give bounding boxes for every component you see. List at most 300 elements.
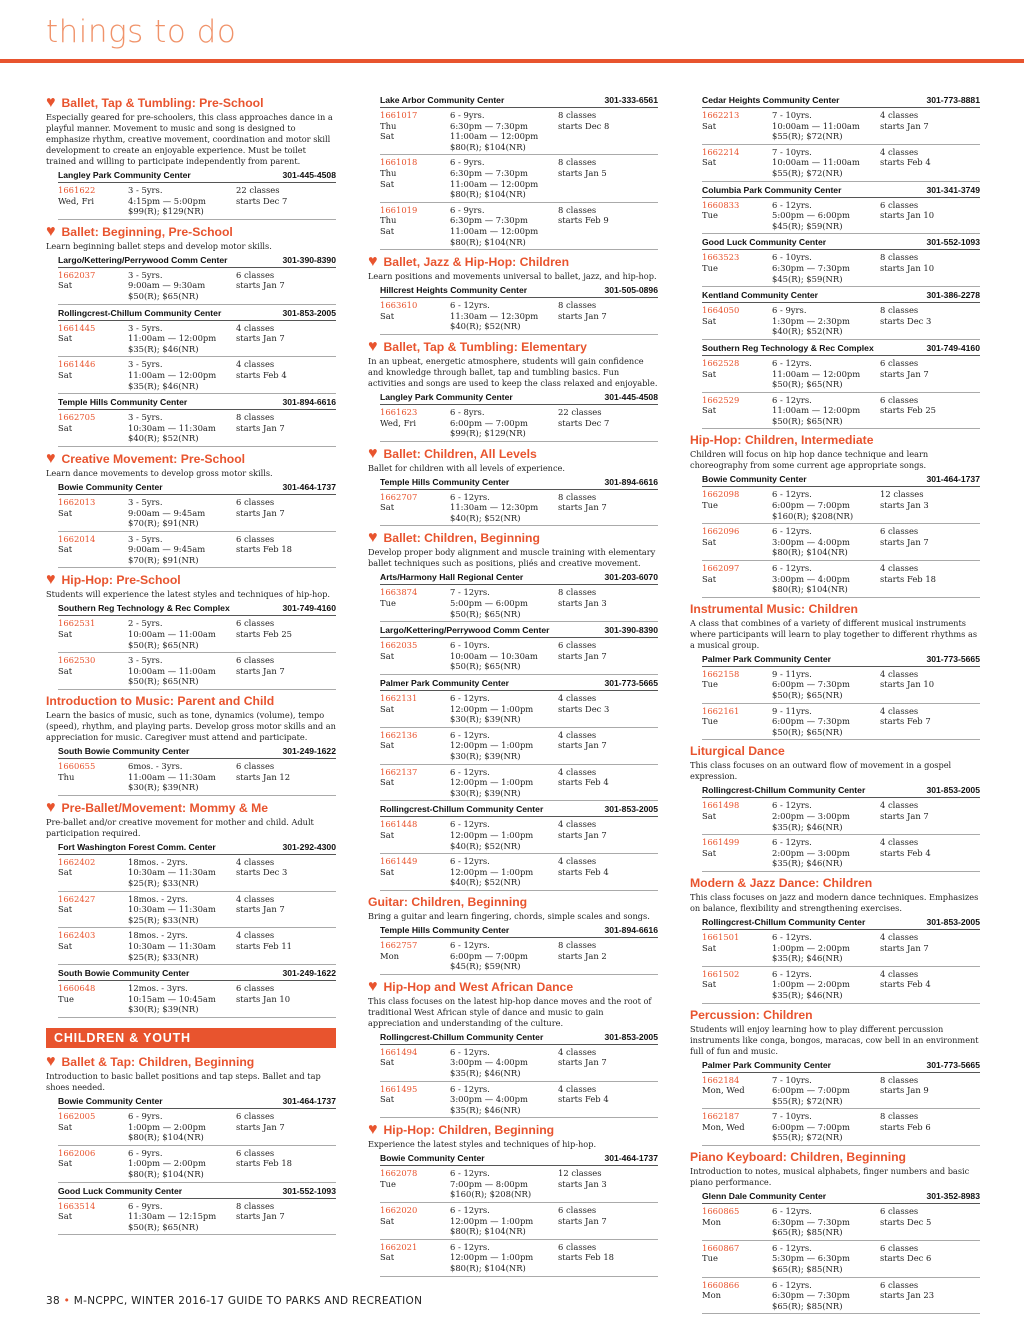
class-row [702, 1204, 980, 1241]
class-info-cell [236, 857, 336, 889]
location-name: Good Luck Community Center [58, 1185, 183, 1196]
class-info-cell [880, 1111, 980, 1143]
location-name: Good Luck Community Center [702, 237, 827, 248]
class-info: starts Jan 5 [558, 167, 607, 178]
location-name: South Bowie Community Center [58, 968, 190, 979]
class-info: starts Feb 25 [236, 629, 292, 640]
class-id-cell [702, 706, 772, 738]
class-info: 4 classes [558, 766, 597, 777]
section-description: This class focuses on an outward flow of movement in a gospel expression. [690, 760, 952, 782]
class-age: 18mos. - 2yrs. [128, 856, 188, 867]
class-days: Sat [702, 405, 717, 416]
class-days: Sat [702, 847, 717, 858]
class-info: 6 classes [558, 640, 597, 651]
class-info: starts Dec 3 [558, 703, 610, 714]
heart-icon: ♥ [368, 1121, 378, 1139]
class-row [58, 981, 336, 1018]
class-id-cell [702, 1243, 772, 1275]
section-title [690, 433, 980, 448]
class-info: starts Jan 7 [880, 536, 929, 547]
class-time-fee: 11:00am — 11:30am [128, 771, 216, 782]
class-info: starts Feb 18 [558, 1252, 614, 1263]
class-info: 4 classes [880, 837, 919, 848]
class-time-fee: $45(R); $59(NR) [450, 961, 521, 972]
class-time-fee: 3:00pm — 4:00pm [450, 1094, 528, 1105]
class-number: 1662137 [380, 766, 418, 777]
location-name: Temple Hills Community Center [58, 397, 188, 408]
location-header [702, 654, 980, 667]
class-time-fee: 2:00pm — 3:00pm [772, 847, 850, 858]
class-info: starts Feb 18 [880, 573, 936, 584]
class-id-cell [58, 983, 128, 1015]
location-name: Lake Arbor Community Center [380, 95, 505, 105]
class-info-cell [558, 940, 658, 972]
class-age: 7 - 10yrs. [772, 146, 812, 157]
class-info-cell [880, 669, 980, 701]
class-row [702, 303, 980, 340]
class-days: Thu [58, 771, 75, 782]
location-header [58, 170, 336, 183]
class-number: 1661448 [380, 819, 418, 830]
class-info-cell [880, 837, 980, 869]
class-days: Tue [58, 993, 74, 1004]
class-row [58, 321, 336, 358]
class-info: starts Feb 4 [236, 369, 287, 380]
class-id-cell [380, 205, 450, 247]
class-id-cell [702, 200, 772, 232]
class-time-fee: 12:00pm — 1:00pm [450, 1215, 534, 1226]
class-info-cell [236, 1201, 336, 1233]
class-row [58, 892, 336, 929]
class-section [690, 1150, 980, 1314]
class-info: 4 classes [558, 1083, 597, 1094]
location-header [702, 237, 980, 250]
class-info: starts Dec 5 [880, 1216, 932, 1227]
class-time-fee: 1:00pm — 2:00pm [772, 979, 850, 990]
class-row [380, 1166, 658, 1203]
class-info: starts Jan 7 [558, 740, 607, 751]
class-id-cell [702, 563, 772, 595]
location-name: Palmer Park Community Center [702, 1059, 831, 1070]
location-phone: 301-749-4160 [282, 603, 336, 614]
location-name: Cedar Heights Community Center [702, 95, 840, 105]
class-number: 1661622 [58, 185, 96, 195]
class-time-fee: 6:30pm — 7:30pm [450, 215, 528, 226]
class-days: Sat [58, 1211, 73, 1222]
class-schedule-cell [450, 1168, 558, 1200]
class-info: 4 classes [236, 930, 275, 941]
class-schedule-cell [772, 563, 880, 595]
class-section [46, 451, 336, 569]
class-number: 1662037 [58, 269, 96, 280]
location-header [702, 1191, 980, 1204]
class-info: 6 classes [236, 655, 275, 666]
class-info: 8 classes [880, 1074, 919, 1085]
location-name: Bowie Community Center [58, 1095, 163, 1106]
class-id-cell [702, 969, 772, 1001]
class-info: starts Jan 7 [880, 942, 929, 953]
class-row [702, 798, 980, 835]
class-days: Sat [58, 1121, 73, 1132]
class-age: 6 - 12yrs. [772, 968, 812, 979]
location-name: Temple Hills Community Center [380, 476, 510, 487]
class-section [690, 1008, 980, 1147]
location-name: Rollingcrest-Chillum Community Center [702, 785, 866, 796]
location-header [702, 785, 980, 798]
section-title [690, 602, 980, 617]
class-id-cell [702, 358, 772, 390]
class-age: 9 - 11yrs. [772, 668, 812, 679]
class-age: 6 - 9yrs. [128, 1147, 163, 1158]
class-row [380, 108, 658, 155]
class-number: 1662035 [380, 640, 418, 651]
class-info: 8 classes [880, 1111, 919, 1122]
class-age: 6 - 9yrs. [450, 157, 485, 168]
class-time-fee: 10:00am — 11:00am [772, 120, 860, 131]
class-section [368, 254, 658, 335]
category-banner: CHILDREN & YOUTH [46, 1028, 336, 1048]
class-row [380, 585, 658, 622]
location-name: Rollingcrest-Chillum Community Center [380, 804, 544, 815]
class-info: 4 classes [236, 322, 275, 333]
section-title-text: Guitar: Children, Beginning [368, 894, 528, 909]
section-description: Ballet for children with all levels of experience. [368, 462, 565, 473]
class-id-cell [380, 157, 450, 199]
class-days: Tue [702, 210, 718, 221]
class-info-cell [880, 147, 980, 179]
class-info: starts Jan 10 [236, 993, 291, 1004]
class-age: 6 - 12yrs. [450, 766, 490, 777]
class-time-fee: 5:00pm — 6:00pm [772, 210, 850, 221]
class-days: Sat [380, 829, 395, 840]
location-phone: 301-853-2005 [282, 307, 336, 318]
class-schedule-cell [450, 1047, 558, 1079]
class-days: Sat [58, 422, 73, 433]
class-number: 1661018 [380, 157, 418, 168]
class-row [380, 490, 658, 527]
class-time-fee: 11:00am — 12:00pm [450, 225, 539, 236]
section-title [690, 876, 980, 891]
class-info: 8 classes [558, 204, 597, 215]
section-title-text: Modern & Jazz Dance: Children [690, 875, 873, 890]
class-section [46, 694, 336, 796]
class-age: 6 - 8yrs. [450, 406, 485, 417]
class-time-fee: $160(R); $208(NR) [772, 510, 854, 521]
location-phone: 301-445-4508 [604, 391, 658, 402]
location-header [702, 95, 980, 108]
class-number: 1660865 [702, 1206, 740, 1217]
class-id-cell [380, 730, 450, 762]
class-info: starts Feb 18 [236, 544, 292, 555]
class-number: 1660866 [702, 1279, 740, 1290]
location-phone: 301-464-1737 [604, 1153, 658, 1164]
class-row [702, 704, 980, 741]
class-info: starts Jan 7 [558, 1057, 607, 1068]
class-row [58, 532, 336, 569]
class-time-fee: $80(R); $104(NR) [772, 584, 848, 595]
class-info: starts Jan 3 [558, 1178, 607, 1189]
section-title [368, 895, 658, 910]
location-phone: 301-386-2278 [926, 290, 980, 301]
class-number: 1662530 [58, 655, 96, 666]
class-days: Sat [380, 1252, 395, 1263]
class-section [46, 1054, 336, 1235]
heart-icon: ♥ [46, 449, 56, 467]
class-time-fee: $160(R); $208(NR) [450, 1189, 532, 1200]
class-info: 4 classes [236, 856, 275, 867]
class-row [380, 203, 658, 250]
class-schedule-cell [450, 940, 558, 972]
class-info: 12 classes [880, 489, 924, 500]
class-time-fee: 12:00pm — 1:00pm [450, 829, 534, 840]
class-id-cell [702, 932, 772, 964]
class-info: starts Jan 7 [558, 829, 607, 840]
class-days: Sat [380, 740, 395, 751]
class-days: Thu [380, 215, 397, 226]
class-info: starts Feb 4 [558, 777, 609, 788]
class-age: 6mos. - 3yrs. [128, 761, 183, 772]
class-time-fee: 2:00pm — 3:00pm [772, 810, 850, 821]
class-info-cell [880, 1075, 980, 1107]
class-time-fee: $35(R); $46(NR) [128, 380, 199, 391]
class-row [380, 405, 658, 442]
class-number: 1664050 [702, 305, 740, 316]
class-info-cell [558, 1242, 658, 1274]
class-days: Sat [702, 573, 717, 584]
location-phone: 301-249-1622 [282, 746, 336, 757]
class-section [368, 339, 658, 442]
class-days: Tue [380, 598, 396, 609]
class-info: starts Jan 7 [880, 810, 929, 821]
class-id-cell [702, 395, 772, 427]
class-age: 6 - 12yrs. [450, 1083, 490, 1094]
location-phone: 301-249-1622 [282, 968, 336, 979]
class-time-fee: $35(R); $46(NR) [772, 953, 843, 964]
class-schedule-cell [128, 983, 236, 1015]
location-phone: 301-773-5665 [926, 1059, 980, 1070]
class-age: 6 - 12yrs. [450, 856, 490, 867]
class-id-cell [380, 1084, 450, 1116]
class-info: starts Jan 23 [880, 1290, 935, 1301]
class-time-fee: $40(R); $52(NR) [450, 321, 521, 332]
class-time-fee: 6:00pm — 7:00pm [450, 417, 528, 428]
class-days: Sat [380, 310, 395, 321]
class-time-fee: 6:30pm — 7:30pm [772, 1290, 850, 1301]
class-info-cell [236, 185, 336, 217]
class-row [380, 817, 658, 854]
class-info: starts Jan 10 [880, 210, 935, 221]
section-title-text: Ballet: Children, Beginning [383, 531, 540, 546]
class-info-cell [880, 800, 980, 832]
class-days: Wed, Fri [380, 417, 417, 428]
class-days: Sat [58, 940, 73, 951]
class-time-fee: $70(R); $91(NR) [128, 518, 199, 529]
class-time-fee: $50(R); $65(NR) [128, 676, 199, 687]
class-time-fee: 12:00pm — 1:00pm [450, 866, 534, 877]
class-info: starts Dec 3 [236, 867, 288, 878]
class-number: 1662705 [58, 412, 96, 423]
section-title-text: Ballet, Tap & Tumbling: Pre-School [61, 96, 264, 110]
class-days: Mon [380, 950, 400, 961]
section-title-text: Hip-Hop: Pre-School [61, 573, 181, 588]
class-time-fee: 11:00am — 12:00pm [450, 131, 539, 142]
class-info: starts Jan 7 [236, 1211, 285, 1222]
class-row [702, 524, 980, 561]
class-info-cell [880, 1280, 980, 1312]
class-age: 7 - 12yrs. [450, 587, 490, 598]
class-time-fee: $30(R); $39(NR) [450, 787, 521, 798]
class-id-cell [702, 305, 772, 337]
class-days: Mon, Wed [702, 1121, 745, 1132]
class-id-cell [702, 1206, 772, 1238]
location-header [380, 925, 658, 938]
class-info: 4 classes [558, 856, 597, 867]
class-info: 4 classes [880, 110, 919, 120]
class-age: 6 - 12yrs. [450, 491, 490, 502]
class-time-fee: 10:30am — 11:30am [128, 940, 216, 951]
class-time-fee: $30(R); $39(NR) [450, 714, 521, 725]
section-title [46, 694, 336, 709]
class-age: 3 - 5yrs. [128, 533, 163, 544]
class-number: 1662184 [702, 1074, 740, 1085]
class-time-fee: $80(R); $104(NR) [450, 141, 526, 152]
class-id-cell [380, 1168, 450, 1200]
class-info: starts Jan 7 [236, 1121, 285, 1132]
class-days: Sat [380, 178, 395, 189]
class-info-cell [880, 200, 980, 232]
class-info: 22 classes [558, 406, 602, 417]
class-info: 8 classes [558, 110, 597, 120]
class-info-cell [558, 693, 658, 725]
location-header [380, 804, 658, 817]
class-section [690, 876, 980, 1004]
class-days: Tue [702, 500, 718, 511]
class-info-cell [558, 1047, 658, 1079]
class-info-cell [558, 157, 658, 199]
class-schedule-cell [772, 800, 880, 832]
class-info: starts Jan 7 [236, 665, 285, 676]
section-title [46, 451, 336, 467]
section-description: Introduction to basic ballet positions and tap steps. Ballet and tap shoes needed. [46, 1070, 321, 1092]
class-days: Sat [58, 507, 73, 518]
section-title-text: Ballet & Tap: Children, Beginning [61, 1054, 255, 1069]
class-id-cell [58, 359, 128, 391]
class-time-fee: $35(R); $46(NR) [128, 343, 199, 354]
section-title-text: Liturgical Dance [690, 744, 785, 759]
location-phone: 301-853-2005 [926, 916, 980, 927]
class-id-cell [380, 407, 450, 439]
class-time-fee: $80(R); $104(NR) [450, 1226, 526, 1237]
class-info: 6 classes [236, 496, 275, 507]
class-id-cell [702, 147, 772, 179]
class-time-fee: 10:30am — 11:30am [128, 867, 216, 878]
location-name: South Bowie Community Center [58, 746, 190, 757]
class-info: 6 classes [880, 526, 919, 537]
class-section [46, 572, 336, 690]
class-row [380, 1203, 658, 1240]
location-name: Temple Hills Community Center [380, 924, 510, 935]
class-schedule-cell [772, 932, 880, 964]
class-number: 1662757 [380, 939, 418, 950]
location-phone: 301-464-1737 [282, 1095, 336, 1106]
class-age: 6 - 12yrs. [450, 1046, 490, 1057]
class-info-cell [558, 587, 658, 619]
class-number: 1662014 [58, 533, 96, 544]
class-id-cell [58, 857, 128, 889]
class-info-cell [558, 856, 658, 888]
class-info: 6 classes [558, 1241, 597, 1252]
class-time-fee: $80(R); $104(NR) [128, 1132, 204, 1143]
class-days: Sat [702, 315, 717, 326]
location-header [58, 968, 336, 981]
class-time-fee: $65(R); $85(NR) [772, 1264, 843, 1275]
section-description: Especially geared for pre-schoolers, this class approaches dance in a playful manner. Movement to music and song is designed to emphasize rhythm, creative movement, coordination and motor skill development to create an enjoyable experience. Must be toilet trained and willing to participate independently from parent. [46, 112, 333, 166]
class-days: Sat [702, 368, 717, 379]
class-id-cell [380, 300, 450, 332]
class-info: 22 classes [236, 185, 280, 195]
location-phone: 301-292-4300 [282, 841, 336, 852]
class-row [702, 561, 980, 598]
class-info: starts Jan 2 [558, 950, 607, 961]
class-info-cell [880, 305, 980, 337]
location-phone: 301-352-8983 [926, 1191, 980, 1202]
section-description: Learn positions and movements universal to ballet, jazz, and hip-hop. [368, 271, 657, 282]
class-days: Sat [380, 650, 395, 661]
class-number: 1661449 [380, 856, 418, 867]
class-info: 4 classes [236, 359, 275, 370]
class-age: 9 - 11yrs. [772, 705, 812, 716]
location-name: Columbia Park Community Center [702, 184, 842, 195]
class-time-fee: 10:30am — 11:30am [128, 904, 216, 915]
location-name: Palmer Park Community Center [702, 653, 831, 664]
class-info: 6 classes [236, 1110, 275, 1121]
location-name: Bowie Community Center [380, 1153, 485, 1164]
class-id-cell [702, 1111, 772, 1143]
location-phone: 301-894-6616 [604, 924, 658, 935]
section-description: Learn the basics of music, such as tone, dynamics (volume), tempo (speed), rhythm, and playing parts. Develop gross motor skills and an appreciation for music. Caregiver must attend and participate. [46, 710, 336, 743]
class-schedule-cell [772, 395, 880, 427]
class-schedule-cell [772, 669, 880, 701]
location-header [702, 343, 980, 356]
class-id-cell [58, 412, 128, 444]
class-info-cell [558, 1168, 658, 1200]
class-number: 1660833 [702, 199, 740, 210]
class-age: 6 - 12yrs. [772, 1242, 812, 1253]
class-id-cell [702, 252, 772, 284]
page-footer [46, 1295, 422, 1307]
class-age: 3 - 5yrs. [128, 496, 163, 507]
class-number: 1662020 [380, 1205, 418, 1216]
class-time-fee: $55(R); $72(NR) [772, 167, 843, 178]
class-number: 1662005 [58, 1110, 96, 1121]
class-row [58, 1146, 336, 1183]
class-schedule-cell [450, 300, 558, 332]
class-row [380, 854, 658, 891]
location-header [380, 477, 658, 490]
class-schedule-cell [450, 819, 558, 851]
class-schedule-cell [772, 1075, 880, 1107]
location-header [380, 1032, 658, 1045]
location-phone: 301-749-4160 [926, 342, 980, 353]
class-info-cell [558, 205, 658, 247]
location-header [380, 625, 658, 638]
class-days: Thu [380, 120, 397, 131]
class-schedule-cell [450, 730, 558, 762]
class-row [58, 410, 336, 447]
heart-icon: ♥ [368, 444, 378, 462]
class-time-fee: 11:30am — 12:30pm [450, 502, 539, 513]
class-row [58, 1199, 336, 1236]
